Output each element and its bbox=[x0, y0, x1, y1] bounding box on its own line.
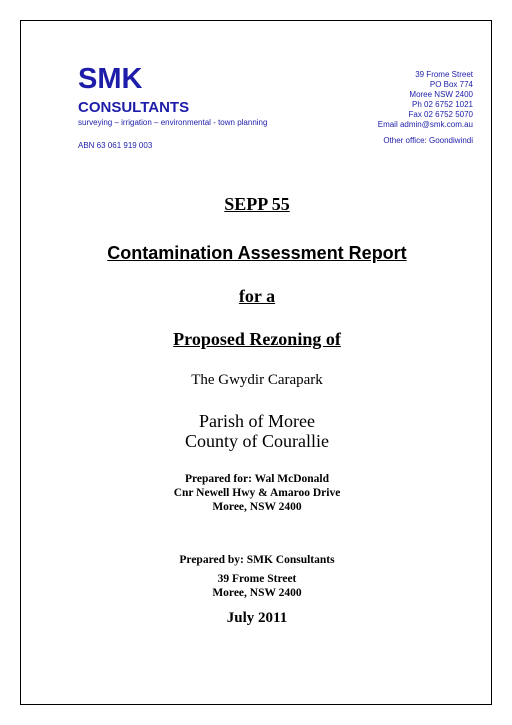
contact-block bbox=[378, 70, 473, 146]
prepared-by-town: Moree, NSW 2400 bbox=[212, 587, 302, 599]
prepared-for-address: Cnr Newell Hwy & Amaroo Drive bbox=[173, 487, 341, 499]
contact-phone: Ph 02 6752 1021 bbox=[412, 100, 473, 109]
prepared-for-line: Prepared for: Wal McDonald bbox=[184, 473, 330, 485]
prepared-for-town: Moree, NSW 2400 bbox=[212, 501, 302, 513]
contact-fax: Fax 02 6752 5070 bbox=[408, 110, 473, 119]
contact-po-box: PO Box 774 bbox=[429, 80, 473, 89]
prepared-by-address: 39 Frome Street bbox=[217, 573, 297, 585]
prepared-by-line: Prepared by: SMK Consultants bbox=[179, 554, 335, 566]
title-proposed-rezoning: Proposed Rezoning of bbox=[173, 329, 341, 349]
contact-other-office: Other office: Goondiwindi bbox=[383, 136, 473, 145]
title-for-a: for a bbox=[238, 286, 276, 306]
report-date: July 2011 bbox=[226, 610, 288, 626]
company-logo-subtext: CONSULTANTS bbox=[78, 99, 190, 116]
contact-street: 39 Frome Street bbox=[415, 70, 473, 79]
document-page bbox=[20, 20, 492, 705]
parish-name: Parish of Moree bbox=[199, 411, 315, 431]
contact-town: Moree NSW 2400 bbox=[409, 90, 473, 99]
company-abn: ABN 63 061 919 003 bbox=[78, 141, 153, 150]
company-tagline: surveying – irrigation – environmental - town planning bbox=[78, 118, 268, 127]
title-report: Contamination Assessment Report bbox=[107, 243, 407, 263]
county-name: County of Courallie bbox=[185, 431, 329, 451]
title-sepp: SEPP 55 bbox=[224, 194, 290, 214]
site-name: The Gwydir Carapark bbox=[191, 372, 323, 388]
contact-email: Email admin@smk.com.au bbox=[377, 120, 473, 129]
company-logo-text: SMK bbox=[78, 63, 143, 95]
